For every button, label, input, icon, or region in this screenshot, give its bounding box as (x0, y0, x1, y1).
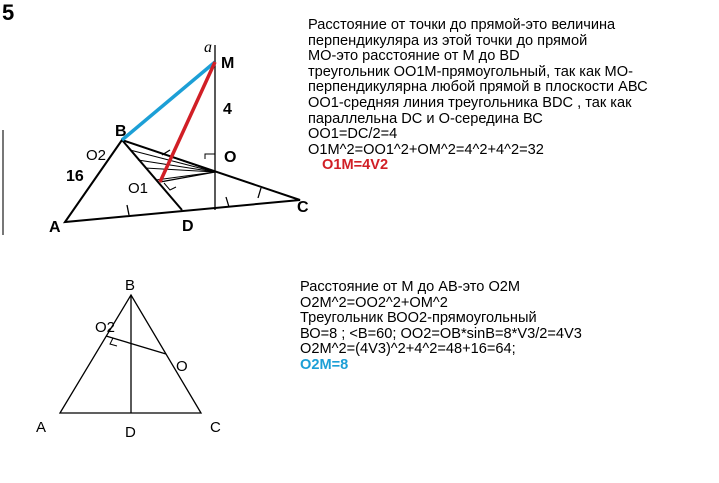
solution-bottom (300, 280, 582, 374)
label-b: B (115, 123, 127, 140)
problem-number: 5 (2, 0, 15, 25)
label-c-bottom: C (210, 419, 221, 436)
label-b-bottom: B (125, 277, 136, 294)
label-len-16: 16 (66, 168, 84, 185)
label-d-bottom: D (125, 424, 136, 441)
label-c: C (297, 199, 309, 216)
solution-line: МО-это расстояние от М до BD (308, 48, 520, 65)
solution-line: перпендикуляра из этой точки до прямой (308, 32, 588, 49)
solution-line: O2M^2=OO2^2+OM^2 (300, 294, 448, 311)
solution-line: Расстояние от М до АВ-это О2М (300, 279, 521, 295)
label-o: O (224, 149, 237, 166)
label-o2-bottom: O2 (95, 319, 116, 336)
label-d: D (182, 218, 194, 235)
label-a: a (204, 39, 212, 56)
label-len-4: 4 (223, 101, 232, 118)
solution-line: треугольник ОО1М-прямоугольный, так как МО- (308, 63, 633, 80)
label-m: M (221, 55, 235, 72)
answer-top: O1M=4V2 (322, 157, 389, 174)
label-a-bottom: A (36, 419, 47, 436)
solution-line: ОО1=DC/2=4 (308, 126, 398, 143)
answer-bottom: O2M=8 (300, 356, 349, 373)
solution-line: Расстояние от точки до прямой-это величина (308, 17, 616, 33)
label-o-bottom: O (176, 358, 188, 375)
solution-line: ОО1-средняя линия треугольника BDC , так как (308, 94, 632, 111)
solution-top (308, 18, 648, 174)
solution-line: параллельна DC и О-середина ВС (308, 110, 543, 127)
solution-line: O2M^2=(4V3)^2+4^2=48+16=64; (300, 341, 516, 358)
label-o1: O1 (128, 180, 149, 197)
solution-line: ВО=8 ; <В=60; OO2=OB*sinB=8*V3/2=4V3 (300, 325, 582, 342)
label-o2: O2 (86, 147, 107, 164)
solution-line: Треугольник ВОО2-прямоугольный (300, 310, 537, 327)
solution-line: перпендикулярна любой прямой в плоскости АВС (308, 79, 648, 96)
solution-line: О1М^2=OO1^2+OM^2=4^2+4^2=32 (308, 141, 544, 158)
label-a-vertex: A (49, 219, 61, 236)
